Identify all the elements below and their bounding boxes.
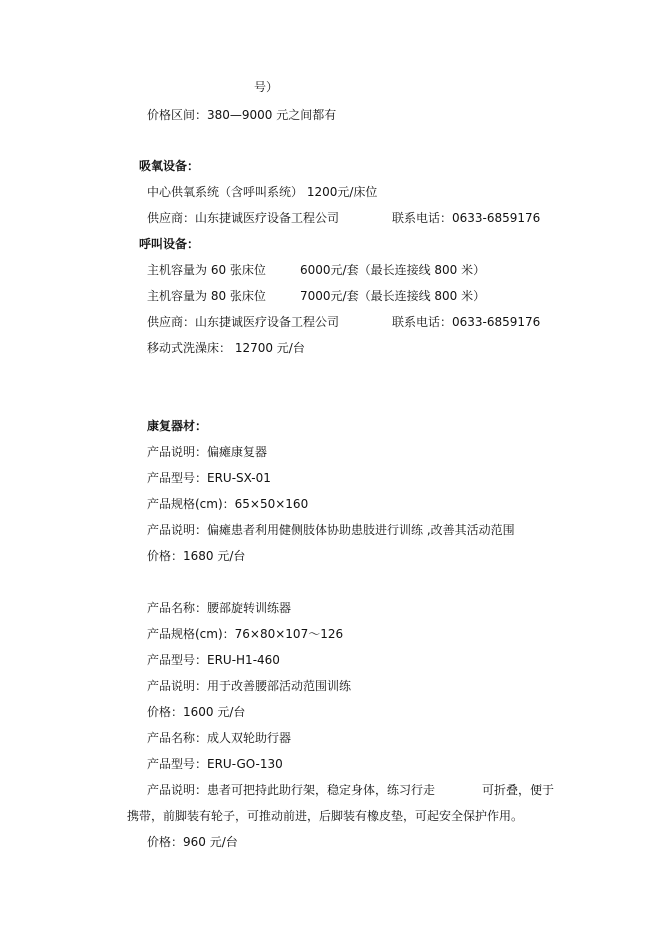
oxygen-phone: 联系电话：0633-6859176 xyxy=(392,211,541,225)
p2-name: 产品名称：腰部旋转训练器 xyxy=(147,601,292,615)
p2-model: 产品型号：ERU-H1-460 xyxy=(147,653,280,667)
call-host60-capacity: 主机容量为 60 张床位 xyxy=(147,263,266,277)
p2-size: 产品规格(cm)：76×80×107～126 xyxy=(147,627,344,641)
fragment-text: 号） xyxy=(254,80,279,94)
call-host60-price: 6000元/套（最长连接线 800 米） xyxy=(300,263,486,277)
p1-model: 产品型号：ERU-SX-01 xyxy=(147,471,271,485)
p3-price: 价格：960 元/台 xyxy=(147,835,238,849)
p3-note-line1: 产品说明：患者可把持此助行架，稳定身体，练习行走 xyxy=(147,783,436,797)
p3-note-line1-tail: 可折叠，便于 xyxy=(482,783,555,797)
oxygen-system: 中心供氧系统（含呼叫系统） 1200元/床位 xyxy=(147,185,378,199)
price-range: 价格区间：380—9000 元之间都有 xyxy=(147,108,337,122)
p1-note: 产品说明：偏瘫患者利用健侧肢体协助患肢进行训练 ,改善其活动范围 xyxy=(147,523,515,537)
p1-price: 价格：1680 元/台 xyxy=(147,549,246,563)
oxygen-supplier: 供应商：山东捷诚医疗设备工程公司 xyxy=(147,211,340,225)
rehab-heading: 康复器材： xyxy=(147,419,208,433)
p3-model: 产品型号：ERU-GO-130 xyxy=(147,757,283,771)
oxygen-heading: 吸氧设备： xyxy=(139,159,200,173)
p1-desc: 产品说明：偏瘫康复器 xyxy=(147,445,268,459)
call-host80-price: 7000元/套（最长连接线 800 米） xyxy=(300,289,486,303)
p2-price: 价格：1600 元/台 xyxy=(147,705,246,719)
p3-note-line2: 携带，前脚装有轮子，可推动前进，后脚装有橡皮垫，可起安全保护作用。 xyxy=(127,809,524,823)
call-phone: 联系电话：0633-6859176 xyxy=(392,315,541,329)
p1-size: 产品规格(cm)：65×50×160 xyxy=(147,497,309,511)
call-heading: 呼叫设备： xyxy=(139,237,200,251)
p3-name: 产品名称：成人双轮助行器 xyxy=(147,731,292,745)
call-supplier: 供应商：山东捷诚医疗设备工程公司 xyxy=(147,315,340,329)
call-host80-capacity: 主机容量为 80 张床位 xyxy=(147,289,266,303)
bath-bed: 移动式洗澡床： 12700 元/台 xyxy=(147,341,305,355)
p2-note: 产品说明：用于改善腰部活动范围训练 xyxy=(147,679,352,693)
